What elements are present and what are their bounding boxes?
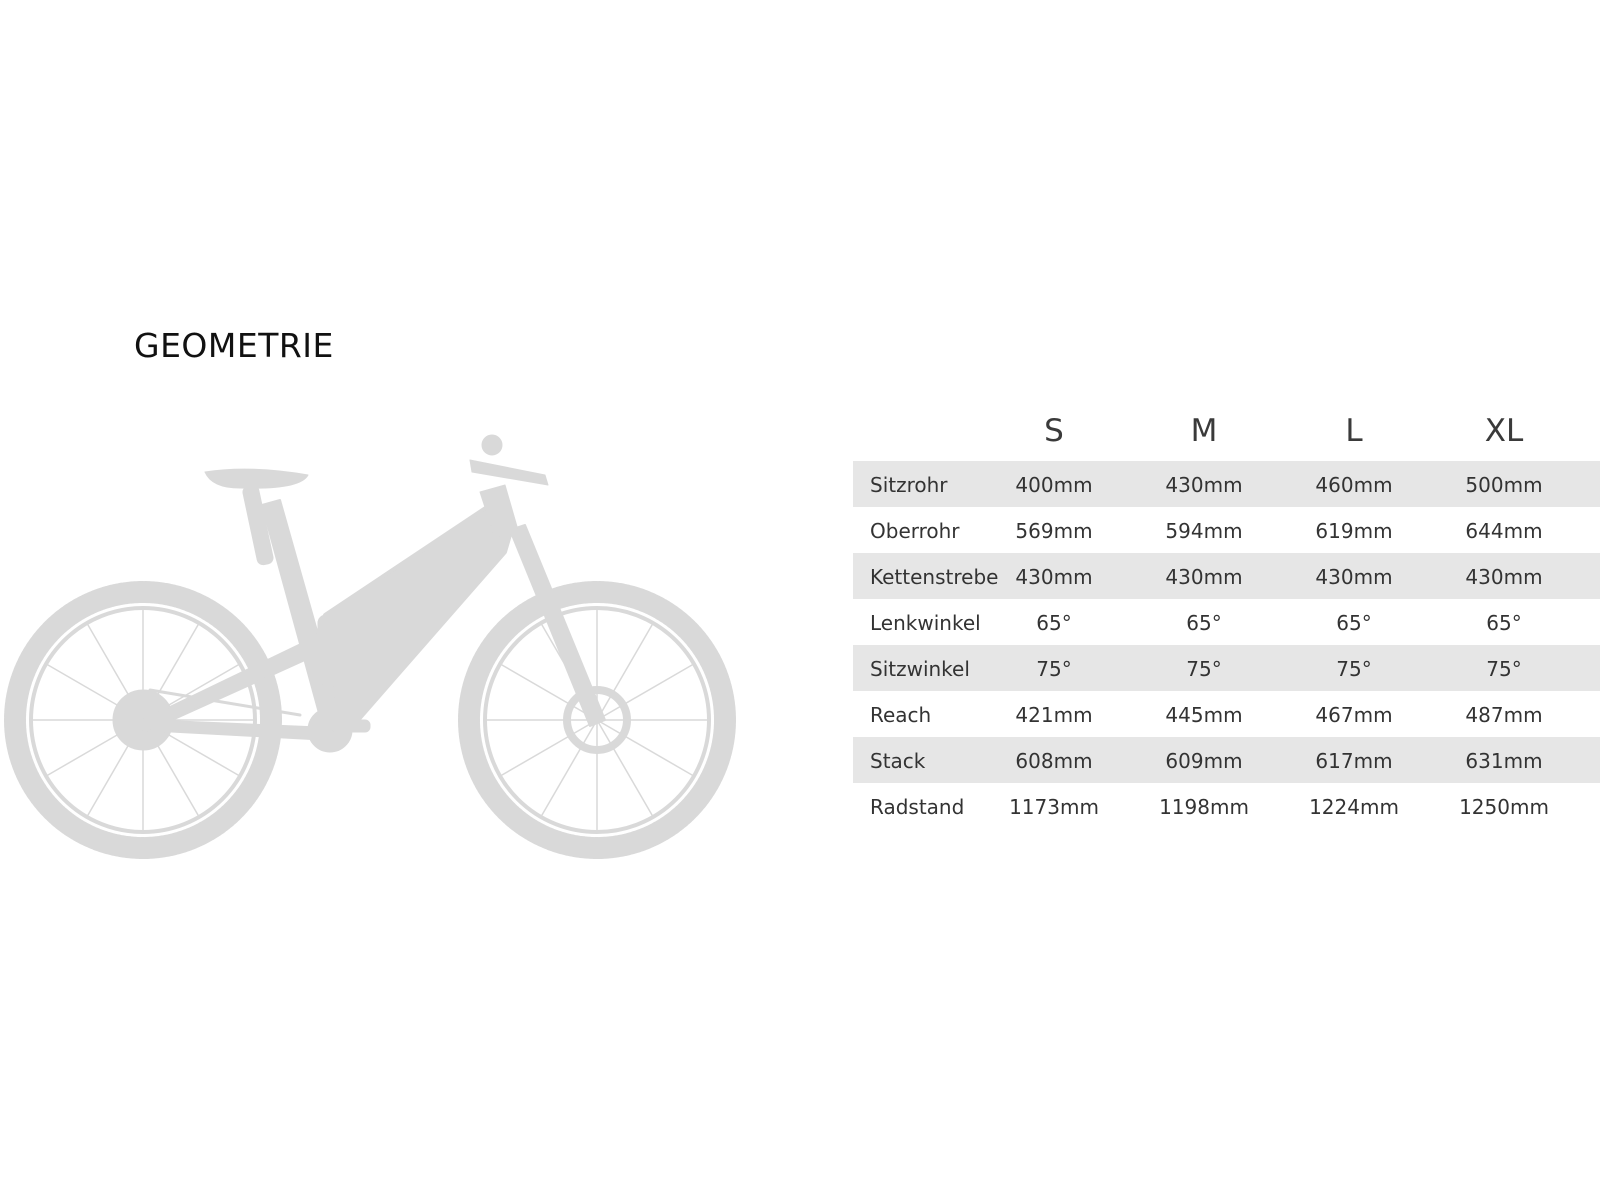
cell-value: 75° bbox=[1336, 657, 1372, 681]
page-title: GEOMETRIE bbox=[134, 326, 334, 365]
table-row-sitzwinkel bbox=[853, 645, 1600, 691]
cell-value: 430mm bbox=[1165, 473, 1243, 497]
bike-silhouette-icon bbox=[0, 430, 760, 880]
cell-value: 421mm bbox=[1015, 703, 1093, 727]
cell-value: 631mm bbox=[1465, 749, 1543, 773]
size-header-m: M bbox=[1190, 413, 1218, 449]
cell-value: 430mm bbox=[1015, 565, 1093, 589]
row-label: Lenkwinkel bbox=[870, 611, 981, 635]
cell-value: 1224mm bbox=[1309, 795, 1399, 819]
row-label: Stack bbox=[870, 749, 926, 773]
cell-value: 1173mm bbox=[1009, 795, 1099, 819]
cell-value: 460mm bbox=[1315, 473, 1393, 497]
size-header-row bbox=[853, 405, 1600, 461]
cell-value: 1198mm bbox=[1159, 795, 1249, 819]
cell-value: 609mm bbox=[1165, 749, 1243, 773]
cell-value: 569mm bbox=[1015, 519, 1093, 543]
cell-value: 400mm bbox=[1015, 473, 1093, 497]
cell-value: 1250mm bbox=[1459, 795, 1549, 819]
cell-value: 65° bbox=[1336, 611, 1372, 635]
row-label: Kettenstrebe bbox=[870, 565, 999, 589]
geometry-table bbox=[853, 405, 1600, 829]
rear-shock bbox=[318, 615, 344, 685]
cell-value: 75° bbox=[1486, 657, 1522, 681]
cell-value: 75° bbox=[1186, 657, 1222, 681]
cell-value: 430mm bbox=[1165, 565, 1243, 589]
cell-value: 608mm bbox=[1015, 749, 1093, 773]
table-row-radstand bbox=[853, 783, 1600, 829]
crank-arm bbox=[330, 720, 370, 732]
table-row-oberrohr bbox=[853, 507, 1600, 553]
cell-value: 619mm bbox=[1315, 519, 1393, 543]
table-row-reach bbox=[853, 691, 1600, 737]
cell-value: 65° bbox=[1036, 611, 1072, 635]
table-row-kettenstrebe bbox=[853, 553, 1600, 599]
row-label: Radstand bbox=[870, 795, 965, 819]
row-label: Sitzwinkel bbox=[870, 657, 970, 681]
frame-front-triangle bbox=[325, 505, 512, 735]
cell-value: 500mm bbox=[1465, 473, 1543, 497]
size-header-l: L bbox=[1345, 413, 1363, 449]
cell-value: 430mm bbox=[1465, 565, 1543, 589]
row-label: Oberrohr bbox=[870, 519, 960, 543]
row-label: Reach bbox=[870, 703, 932, 727]
size-header-xl: XL bbox=[1484, 413, 1524, 449]
cell-value: 467mm bbox=[1315, 703, 1393, 727]
handlebar bbox=[470, 460, 548, 485]
bar-end bbox=[482, 435, 502, 455]
saddle bbox=[205, 469, 308, 488]
cell-value: 430mm bbox=[1315, 565, 1393, 589]
row-label: Sitzrohr bbox=[870, 473, 948, 497]
cell-value: 487mm bbox=[1465, 703, 1543, 727]
cell-value: 75° bbox=[1036, 657, 1072, 681]
cell-value: 65° bbox=[1486, 611, 1522, 635]
cell-value: 594mm bbox=[1165, 519, 1243, 543]
table-row-lenkwinkel bbox=[853, 599, 1600, 645]
size-header-s: S bbox=[1044, 413, 1064, 449]
cell-value: 65° bbox=[1186, 611, 1222, 635]
cell-value: 445mm bbox=[1165, 703, 1243, 727]
cell-value: 617mm bbox=[1315, 749, 1393, 773]
table-row-stack bbox=[853, 737, 1600, 783]
cell-value: 644mm bbox=[1465, 519, 1543, 543]
table-row-sitzrohr bbox=[853, 461, 1600, 507]
